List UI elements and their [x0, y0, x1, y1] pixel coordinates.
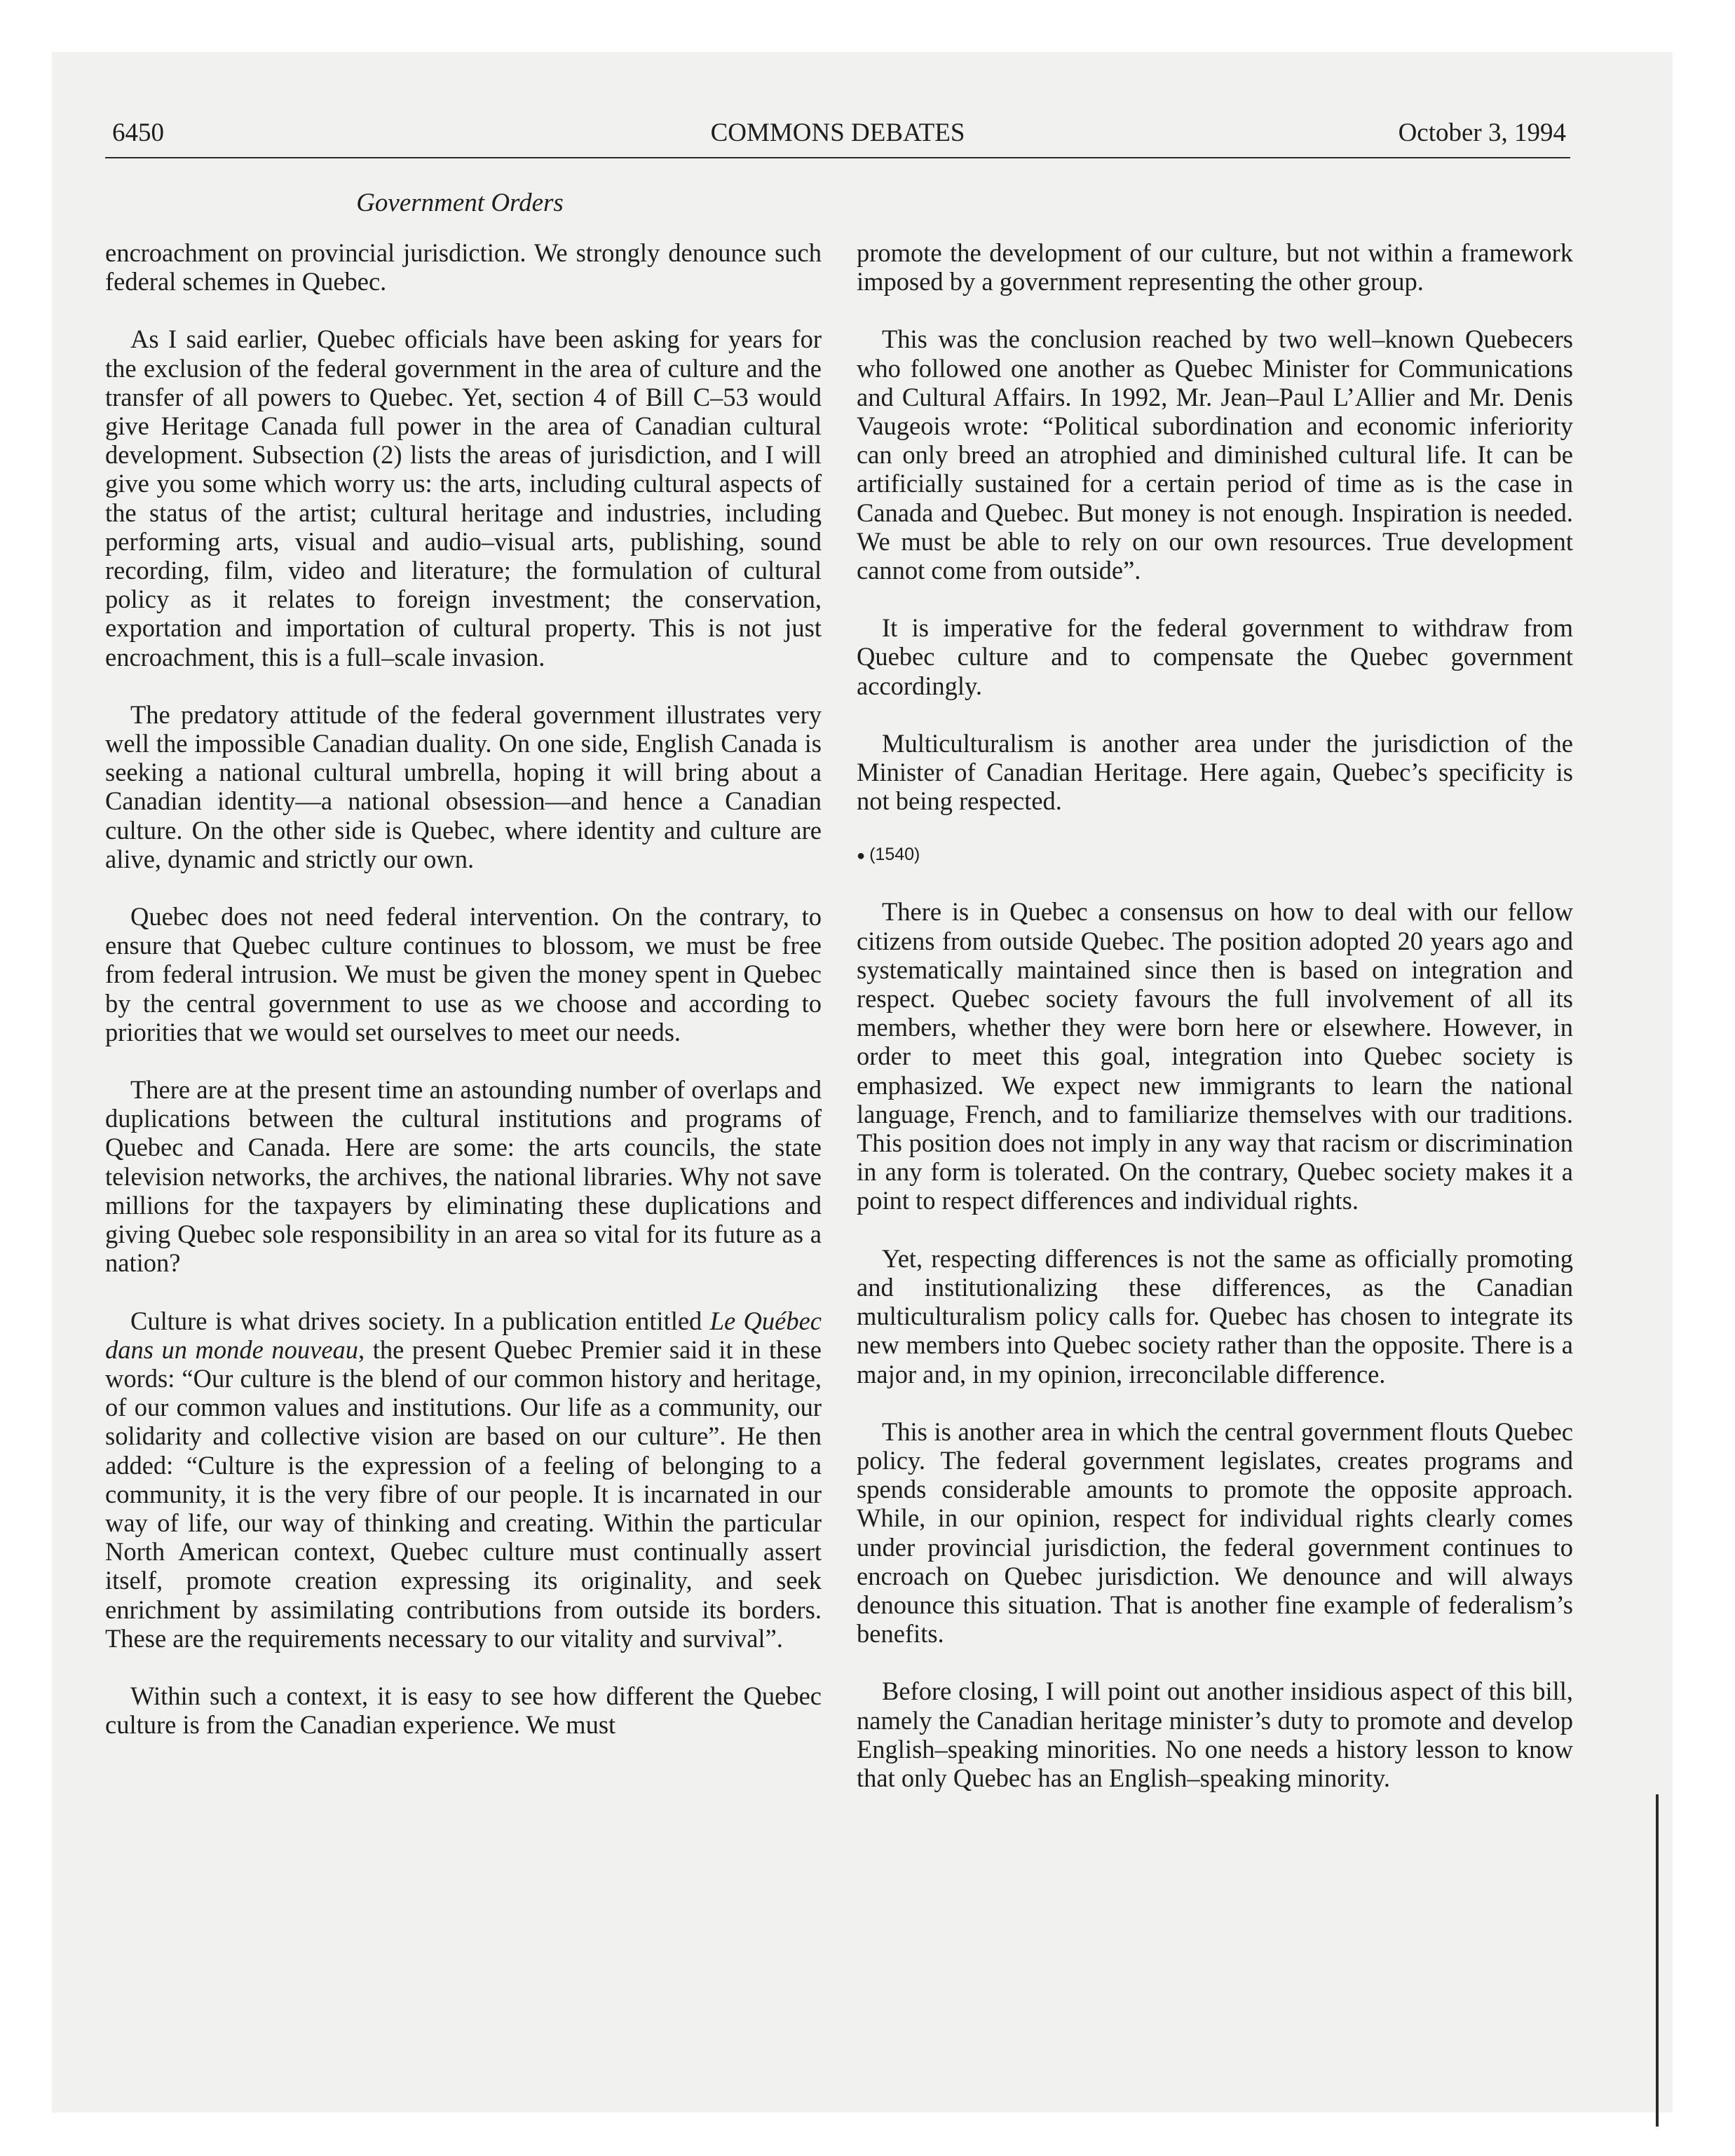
- time-marker-text: (1540): [869, 845, 920, 865]
- publication-title-italic: Le Québec dans un monde nouveau,: [105, 1306, 822, 1364]
- time-marker: [857, 844, 1573, 866]
- paragraph: Quebec does not need federal intervention. On the contrary, to ensure that Quebec culture continues to blossom, we must be free from federal intrusion. We must be given the money spent in Quebec by the central government to use as we choose and according to priorities that we would set ourselves to meet our needs.: [105, 902, 822, 1046]
- paragraph: As I said earlier, Quebec officials have been asking for years for the exclusion of the federal government in the area of culture and the transfer of all powers to Quebec. Yet, section 4 of Bill C–53 would give Heritage Canada full power in the area of Canadian cultural development. Subsection (2) lists the areas of jurisdiction, and I will give you some which worry us: the arts, including cultural aspects of the status of the artist; cultural heritage and industries, including performing arts, visual and audio–visual arts, publishing, sound recording, film, video and literature; the formulation of cultural policy as it relates to foreign investment; the conservation, exportation and importation of cultural property. This is not just encroachment, this is a full–scale invasion.: [105, 325, 822, 671]
- header-divider: [105, 157, 1570, 158]
- paragraph: This is another area in which the central government flouts Quebec policy. The federal government legislates, creates programs and spends considerable amounts to promote the opposite approach. While, in our opinion, respect for individual rights clearly comes under provincial jurisdiction, the federal government continues to encroach on Quebec jurisdiction. We denounce and will always denounce this situation. That is another fine example of federalism’s benefits.: [857, 1417, 1573, 1649]
- page-header: [105, 118, 1570, 154]
- page-number: 6450: [112, 118, 164, 147]
- right-column: [857, 238, 1573, 1821]
- paragraph: Within such a context, it is easy to see how different the Quebec culture is from the Canadian experience. We must: [105, 1681, 822, 1740]
- paragraph-text: Culture is what drives society. In a publication entitled: [130, 1306, 702, 1335]
- section-title: Government Orders: [356, 189, 564, 217]
- paragraph-text: the present Quebec Premier said it in these words: “Our culture is the blend of our common history and heritage, of our common values and institutions. Our life as a community, our solidarity and collective vision are based on our culture”. He then added: “Culture is the expression of a feeling of belonging to a community, it is the very fibre of our people. It is incarnated in our way of life, our way of thinking and creating. Within the particular North American context, Quebec culture must continually assert itself, promote creation expressing its originality, and seek enrichment by assimilating contributions from outside its borders. These are the requirements necessary to our vitality and survival”.: [105, 1335, 822, 1653]
- left-column: [105, 238, 822, 1768]
- paragraph: Before closing, I will point out another insidious aspect of this bill, namely the Canadian heritage minister’s duty to promote and develop English–speaking minorities. No one needs a history lesson to know that only Quebec has an English–speaking minority.: [857, 1677, 1573, 1792]
- paragraph: There are at the present time an astounding number of overlaps and duplications between the cultural institutions and programs of Quebec and Canada. Here are some: the arts councils, the state television networks, the archives, the national libraries. Why not save millions for the taxpayers by eliminating these duplications and giving Quebec sole responsibility in an area so vital for its future as a nation?: [105, 1075, 822, 1278]
- paragraph: [105, 1306, 822, 1653]
- paragraph: Yet, respecting differences is not the same as officially promoting and institutionalizing these differences, as the Canadian multiculturalism policy calls for. Quebec has chosen to integrate its new members into Quebec society rather than the opposite. There is a major and, in my opinion, irreconcilable difference.: [857, 1243, 1573, 1389]
- paragraph: encroachment on provincial jurisdiction. We strongly denounce such federal schemes in Quebec.: [105, 238, 822, 296]
- paragraph: It is imperative for the federal government to withdraw from Quebec culture and to compensate the Quebec government accordingly.: [857, 613, 1573, 700]
- bullet-icon: ●: [857, 848, 866, 864]
- publication-date: October 3, 1994: [1398, 118, 1566, 147]
- margin-rule: [1656, 1794, 1659, 2127]
- paragraph: promote the development of our culture, but not within a framework imposed by a government representing the other group.: [857, 238, 1573, 296]
- paragraph: The predatory attitude of the federal government illustrates very well the impossible Canadian duality. On one side, English Canada is seeking a national cultural umbrella, hoping it will bring about a Canadian identity—a national obsession—and hence a Canadian culture. On the other side is Quebec, where identity and culture are alive, dynamic and strictly our own.: [105, 700, 822, 873]
- paragraph: This was the conclusion reached by two well–known Quebecers who followed one another as Quebec Minister for Communications and Cultural Affairs. In 1992, Mr. Jean–Paul L’Allier and Mr. Denis Vaugeois wrote: “Political subordination and economic inferiority can only breed an atrophied and diminished cultural life. It can be artificially sustained for a certain period of time as is the case in Canada and Quebec. But money is not enough. Inspiration is needed. We must be able to rely on our own resources. True development cannot come from outside”.: [857, 325, 1573, 585]
- paragraph: Multiculturalism is another area under the jurisdiction of the Minister of Canadian Heritage. Here again, Quebec’s specificity is not being respected.: [857, 728, 1573, 816]
- publication-title: COMMONS DEBATES: [710, 118, 965, 147]
- paragraph: There is in Quebec a consensus on how to deal with our fellow citizens from outside Quebec. The position adopted 20 years ago and systematically maintained since then is based on integration and respect. Quebec society favours the full involvement of all its members, whether they were born here or elsewhere. However, in order to meet this goal, integration into Quebec society is emphasized. We expect new immigrants to learn the national language, French, and to familiarize themselves with our traditions. This position does not imply in any way that racism or discrimination in any form is tolerated. On the contrary, Quebec society makes it a point to respect differences and individual rights.: [857, 897, 1573, 1215]
